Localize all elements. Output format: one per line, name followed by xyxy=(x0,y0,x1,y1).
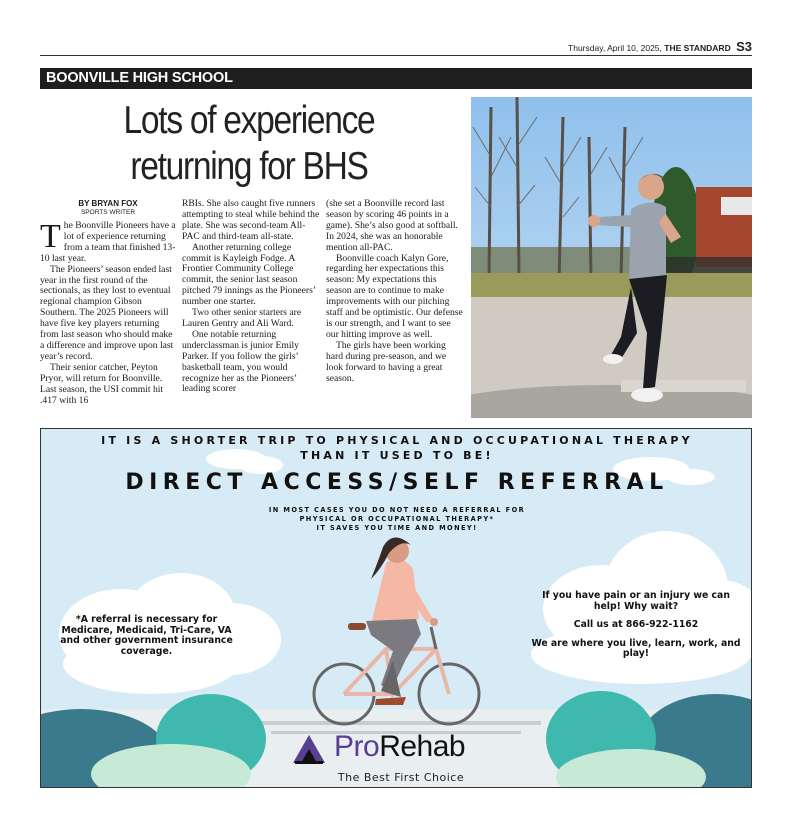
ad-subheading xyxy=(41,506,752,533)
byline-name: BY BRYAN FOX xyxy=(78,199,138,208)
prorehab-logo-icon xyxy=(291,733,327,765)
article-paragraph: One notable returning underclassman is junior Emily Parker. If you follow the girls’ basketball team, you would recognize her as the Pioneers’ leading scorer xyxy=(182,328,299,395)
article-headline xyxy=(73,98,426,190)
section-bar xyxy=(40,68,752,89)
article-photo xyxy=(471,97,752,418)
header-rule xyxy=(40,55,752,56)
article-paragraph: Their senior catcher, Peyton Pryor, will return for Boonville. Last season, the USI commit hit .417 with 16 xyxy=(40,361,164,406)
article-paragraph: Two other senior starters are Lauren Gentry and Ali Ward. xyxy=(182,307,302,329)
article-paragraph: Another returning college commit is Kayleigh Fodge. A Frontier Community College commit, the senior last season pitched 79 innings as the Pioneers’ number one starter. xyxy=(182,241,316,308)
ad-contact-block xyxy=(531,591,741,668)
article-paragraph: RBIs. She also caught five runners attempting to steal while behind the plate. She was second-team All-PAC and third-team all-state. xyxy=(182,198,320,242)
ad-location-text: We are where you live, learn, work, and play! xyxy=(531,637,741,659)
ad-pain-text: If you have pain or an injury we can help! Why wait? xyxy=(542,590,730,612)
section-title: BOONVILLE HIGH SCHOOL xyxy=(46,70,233,86)
article-paragraph: (she set a Boonville record last season by scoring 46 points in a game). She’s also good at softball. In 2024, she was an honorable mention all-PAC. xyxy=(326,198,458,253)
article-paragraph: The Boonville Pioneers have a lot of experience returning from a team that finished 13-10 last year. xyxy=(40,218,176,264)
page-header xyxy=(568,39,752,54)
ad-top-line-1: IT IS A SHORTER TRIP TO PHYSICAL AND OCCUPATIONAL THERAPY xyxy=(101,434,693,447)
header-paper-name: THE STANDARD xyxy=(664,43,731,53)
drop-cap: T xyxy=(40,218,61,255)
prorehab-logo[interactable] xyxy=(291,730,511,767)
ad-phone-text[interactable]: Call us at 866-922-1162 xyxy=(573,619,699,630)
ad-main-heading: DIRECT ACCESS/SELF REFERRAL xyxy=(125,470,669,495)
photo-illustration xyxy=(471,97,752,418)
article-paragraph: Boonville coach Kalyn Gore, regarding her expectations this season: My expectations this season are to continue to make improvements with our pitching staff and be optimistic. Our defense is our strength, and I want to see our hitting improve as well. xyxy=(326,252,463,340)
article-column-2 xyxy=(182,199,320,395)
prorehab-logo-text: ProRehab xyxy=(334,730,466,763)
article-column-1 xyxy=(40,218,176,406)
prorehab-advertisement[interactable] xyxy=(40,428,752,788)
ad-sub-line-2: PHYSICAL OR OCCUPATIONAL THERAPY* xyxy=(299,515,495,523)
ad-sub-line-3: IT SAVES YOU TIME AND MONEY! xyxy=(316,524,478,532)
byline xyxy=(40,199,176,216)
header-page-number: S3 xyxy=(736,39,752,54)
ad-tagline: The Best First Choice xyxy=(337,771,465,784)
ad-referral-note: *A referral is necessary for Medicare, Medicaid, Tri-Care, VA and other government insurance coverage. xyxy=(60,614,233,657)
header-date: Thursday, April 10, 2025, xyxy=(568,43,662,53)
headline-line-2: returning for BHS xyxy=(130,145,368,188)
ad-sub-line-1: IN MOST CASES YOU DO NOT NEED A REFERRAL FOR xyxy=(268,506,526,514)
headline-line-1: Lots of experience xyxy=(123,99,375,142)
ad-top-line-2: THAN IT USED TO BE! xyxy=(300,449,494,462)
article-column-3 xyxy=(326,199,464,384)
byline-role: SPORTS WRITER xyxy=(80,209,136,216)
cyclist-illustration xyxy=(314,537,479,724)
ad-headline-small xyxy=(41,433,752,463)
article-paragraph: The Pioneers’ season ended last year in the first round of the sectionals, as they lost to eventual regional champion Gibson Southern. The 2025 Pioneers will have five key players returning from last season who should make a difference and improve upon last year’s record. xyxy=(40,263,174,362)
article-paragraph: The girls have been working hard during pre-season, and we look forward to having a great season. xyxy=(326,339,447,384)
